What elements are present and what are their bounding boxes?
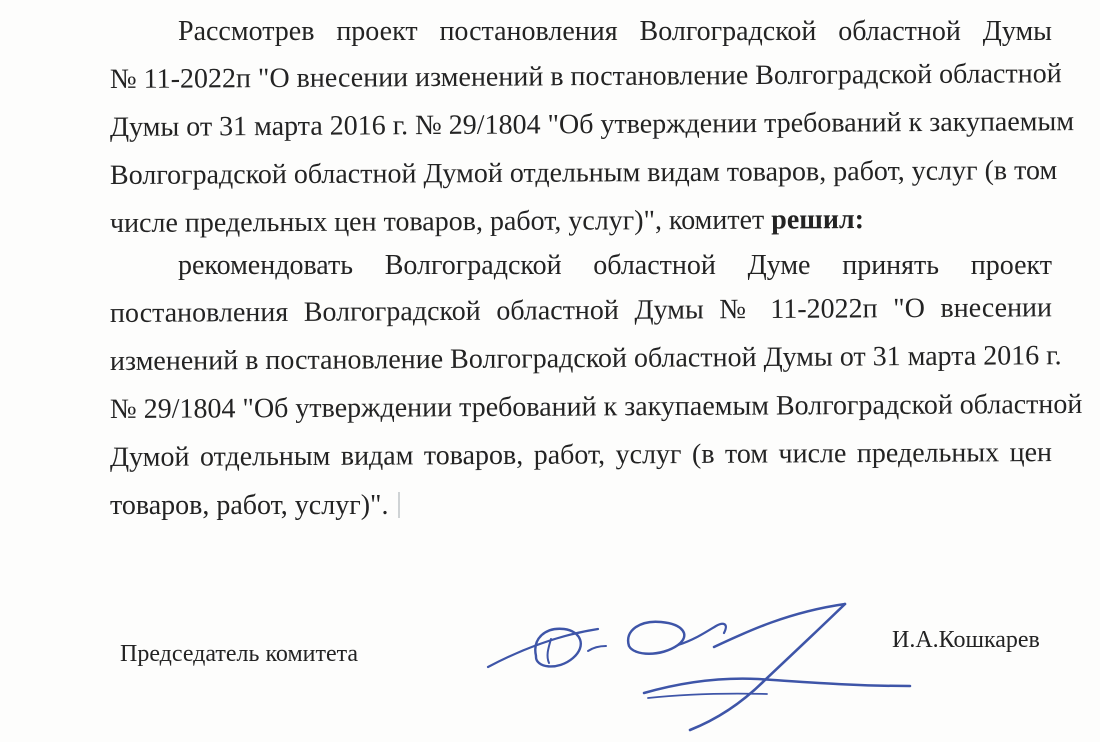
position-title: Председатель комитета: [120, 641, 359, 667]
preamble-line-4: Волгоградской областной Думой отдельным видам товаров, работ, услуг (в том: [109, 155, 1058, 191]
signer-name: И.А.Кошкарев: [892, 627, 1040, 653]
recommendation-line-6: товаров, работ, услуг)".: [110, 490, 389, 521]
preamble-line-5-text: числе предельных цен товаров, работ, услуг)", комитет: [109, 204, 772, 239]
handwritten-signature: [480, 595, 920, 740]
signature-rising-stroke: [714, 604, 845, 647]
preamble-line-1: Рассмотрев проект постановления Волгоградской областной Думы: [178, 16, 1052, 47]
signature-strokes: [488, 604, 910, 730]
signature-horizontal-stroke: [644, 679, 910, 693]
preamble-line-2: № 11-2022п "О внесении изменений в постановление Волгоградской областной: [109, 58, 1062, 95]
recommendation-line-3: изменений в постановление Волгоградской областной Думы от 31 марта 2016 г.: [109, 340, 1062, 377]
recommendation-line-2: постановления Волгоградской областной Думы № 11-2022п "О внесении: [109, 292, 1053, 329]
preamble-line-3: Думы от 31 марта 2016 г. № 29/1804 "Об утверждении требований к закупаемым: [109, 106, 1075, 143]
signature-second-loop: [628, 622, 684, 654]
recommendation-line-5: Думой отдельным видам товаров, работ, услуг (в том числе предельных цен: [109, 437, 1053, 473]
decision-keyword: решил:: [771, 204, 865, 236]
recommendation-line-1: рекомендовать Волгоградской областной Думе принять проект: [178, 250, 1052, 281]
recommendation-line-4: № 29/1804 "Об утверждении требований к закупаемым Волгоградской областной: [109, 388, 1083, 425]
signature-dot-stroke: [588, 646, 606, 651]
signature-inner-stroke: [548, 639, 551, 663]
